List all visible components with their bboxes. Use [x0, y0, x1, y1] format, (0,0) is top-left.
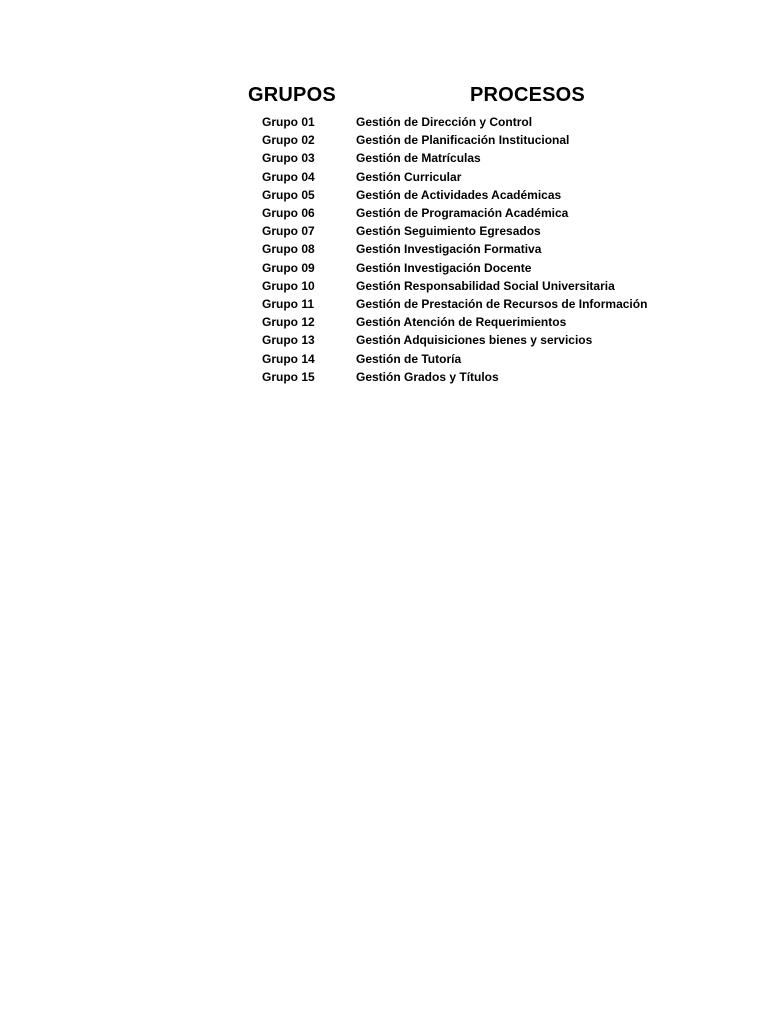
table-row [262, 240, 682, 258]
table-row [262, 131, 682, 149]
process-cell: Gestión Grados y Títulos [356, 369, 499, 384]
group-cell: Grupo 06 [262, 206, 315, 221]
process-cell: Gestión Curricular [356, 169, 462, 184]
table-row [262, 295, 682, 313]
table-row [262, 186, 682, 204]
groups-processes-table [262, 113, 682, 386]
header-procesos: PROCESOS [470, 84, 585, 106]
process-cell: Gestión de Programación Académica [356, 206, 569, 221]
table-row [262, 368, 682, 386]
table-row [262, 204, 682, 222]
group-cell: Grupo 15 [262, 369, 315, 384]
process-cell: Gestión Responsabilidad Social Universitaria [356, 278, 615, 293]
process-cell: Gestión Investigación Formativa [356, 242, 542, 257]
group-cell: Grupo 13 [262, 333, 315, 348]
table-row [262, 331, 682, 349]
table-row [262, 149, 682, 167]
process-cell: Gestión Investigación Docente [356, 260, 532, 275]
process-cell: Gestión de Tutoría [356, 351, 462, 366]
table-row [262, 259, 682, 277]
group-cell: Grupo 09 [262, 260, 315, 275]
group-cell: Grupo 01 [262, 115, 315, 130]
group-cell: Grupo 14 [262, 351, 315, 366]
process-cell: Gestión de Actividades Académicas [356, 187, 562, 202]
table-row [262, 222, 682, 240]
process-cell: Gestión Seguimiento Egresados [356, 224, 541, 239]
group-cell: Grupo 03 [262, 151, 315, 166]
table-row [262, 313, 682, 331]
group-cell: Grupo 12 [262, 315, 315, 330]
group-cell: Grupo 04 [262, 169, 315, 184]
process-cell: Gestión Adquisiciones bienes y servicios [356, 333, 593, 348]
table-row [262, 168, 682, 186]
group-cell: Grupo 02 [262, 133, 315, 148]
table-row [262, 113, 682, 131]
process-cell: Gestión Atención de Requerimientos [356, 315, 567, 330]
group-cell: Grupo 07 [262, 224, 315, 239]
table-row [262, 277, 682, 295]
process-cell: Gestión de Matrículas [356, 151, 481, 166]
process-cell: Gestión de Prestación de Recursos de Información [356, 296, 648, 311]
process-cell: Gestión de Dirección y Control [356, 115, 533, 130]
header-grupos: GRUPOS [248, 84, 336, 106]
table-row [262, 349, 682, 367]
group-cell: Grupo 11 [262, 296, 315, 311]
group-cell: Grupo 10 [262, 278, 315, 293]
process-cell: Gestión de Planificación Institucional [356, 133, 570, 148]
group-cell: Grupo 08 [262, 242, 315, 257]
group-cell: Grupo 05 [262, 187, 315, 202]
